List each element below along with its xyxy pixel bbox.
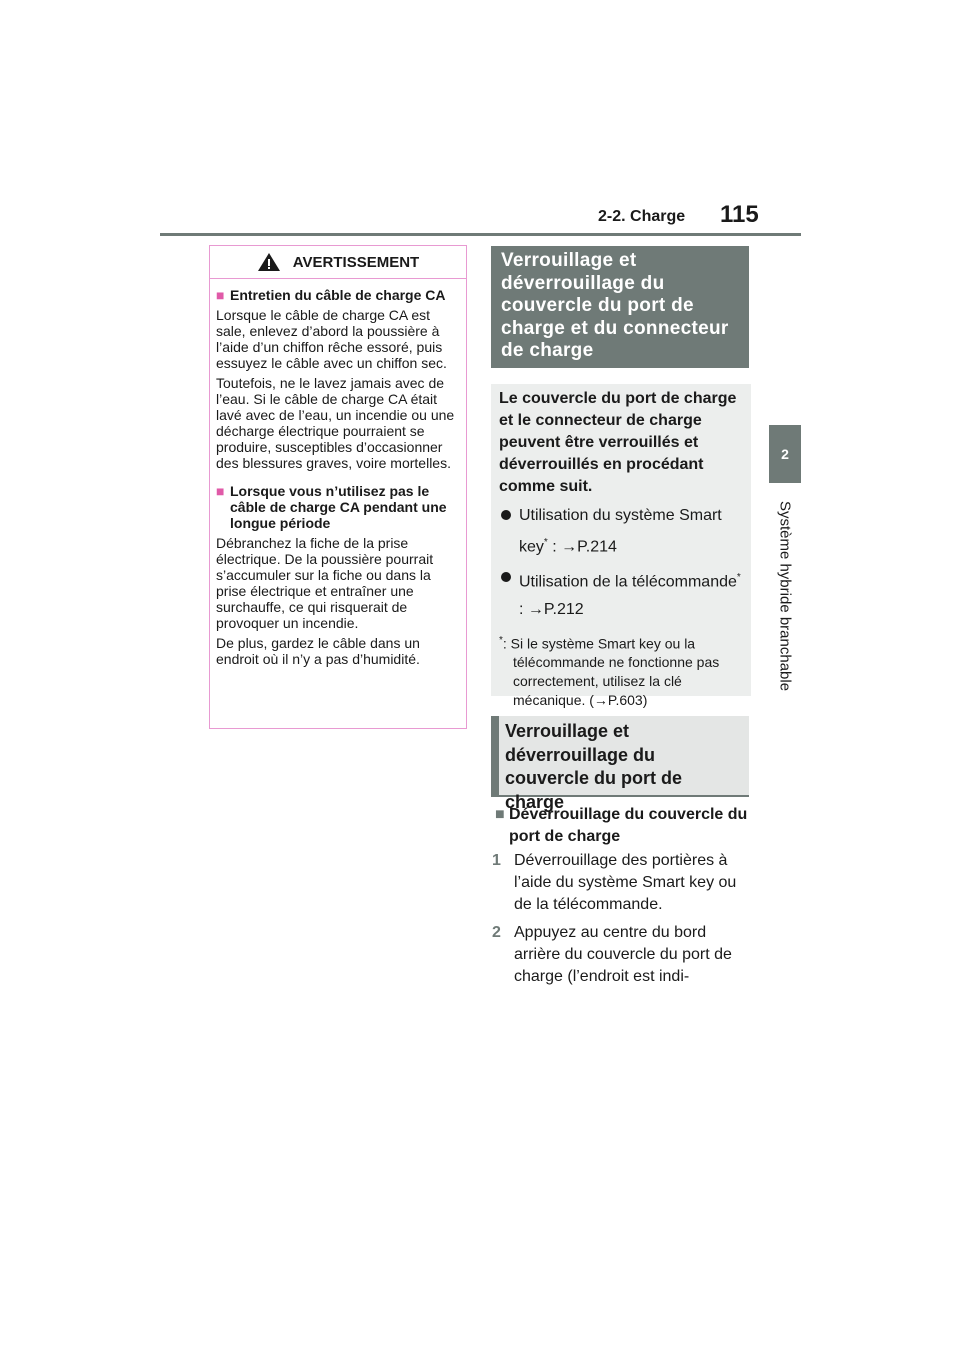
footnote-text: : Si le système Smart key ou la télécommande ne fonctionne pas correctement, utilisez la clé mécanique. (→P.603) <box>502 635 720 709</box>
step-number: 2 <box>492 924 501 941</box>
bullet-icon <box>501 510 511 520</box>
warning-paragraph: Toutefois, ne le lavez jamais avec de l’eau. Si le câble de charge CA était lavé avec de l’eau, un incendie ou une décharge électrique pourraient se produire, susceptibles d’occasionner des blessures graves, voire mortelles. <box>216 375 455 471</box>
warning-box <box>209 245 467 729</box>
info-box <box>491 384 751 709</box>
list-item-text: Utilisation de la télécommande <box>519 573 737 591</box>
info-intro: Le couvercle du port de charge et le connecteur de charge peuvent être verrouillés et déverrouillés en procédant comme suit. <box>499 390 737 495</box>
procedure-title-text: Déverrouillage du couvercle du port de charge <box>509 806 748 845</box>
list-item <box>499 564 743 622</box>
section-banner: Verrouillage et déverrouillage du couvercle du port de charge et du connecteur de charge <box>491 246 749 368</box>
list-item <box>499 502 743 560</box>
procedure-step-2 <box>492 922 750 988</box>
procedure-title <box>495 804 751 848</box>
header-rule <box>160 233 801 236</box>
square-bullet-icon: ■ <box>216 287 225 303</box>
warning-subtitle-2 <box>216 483 460 531</box>
procedure-step-1 <box>492 850 750 916</box>
page-reference: : →P.214 <box>547 538 617 556</box>
page-number: 115 <box>720 201 759 228</box>
subsection-heading: Verrouillage et déverrouillage du couvercle du port de charge <box>491 716 749 797</box>
square-bullet-icon: ■ <box>216 483 225 499</box>
page-reference: : →P.212 <box>519 600 584 618</box>
warning-header <box>210 246 466 279</box>
chapter-tab-number: 2 <box>769 425 801 483</box>
footnote-mark: * <box>543 537 548 548</box>
warning-icon <box>257 252 281 272</box>
step-text: Déverrouillage des portières à l’aide du système Smart key ou de la télécommande. <box>514 852 737 913</box>
warning-subtitle-text: Entretien du câble de charge CA <box>230 287 446 303</box>
square-bullet-icon: ■ <box>495 806 505 823</box>
warning-paragraph: Débranchez la fiche de la prise électrique. De la poussière pourrait s’accumuler sur la fiche ou dans la prise électrique et entraîner une surchauffe, ce qui risquerait de provoquer un incendie. <box>216 535 434 631</box>
warning-subtitle-1 <box>216 287 460 303</box>
footnote <box>499 631 743 711</box>
warning-paragraph: Lorsque le câble de charge CA est sale, enlevez d’abord la poussière à l’aide d’un chiffon rêche essoré, puis essuyez le câble avec un chiffon sec. <box>216 307 447 371</box>
chapter-tab-label: Système hybride branchable <box>776 500 794 692</box>
bullet-icon <box>501 572 511 582</box>
step-number: 1 <box>492 852 501 869</box>
list-item-text: Utilisation du système Smart key <box>519 507 722 556</box>
footnote-mark: * <box>499 634 503 646</box>
footnote-mark: * <box>736 572 741 584</box>
section-title: 2-2. Charge <box>598 208 686 225</box>
warning-subtitle-text: Lorsque vous n’utilisez pas le câble de charge CA pendant une longue période <box>230 483 447 531</box>
warning-title: AVERTISSEMENT <box>292 253 420 271</box>
step-text: Appuyez au centre du bord arrière du couvercle du port de charge (l’endroit est indi- <box>514 924 732 985</box>
warning-paragraph: De plus, gardez le câble dans un endroit où il n’y a pas d’humidité. <box>216 635 420 667</box>
